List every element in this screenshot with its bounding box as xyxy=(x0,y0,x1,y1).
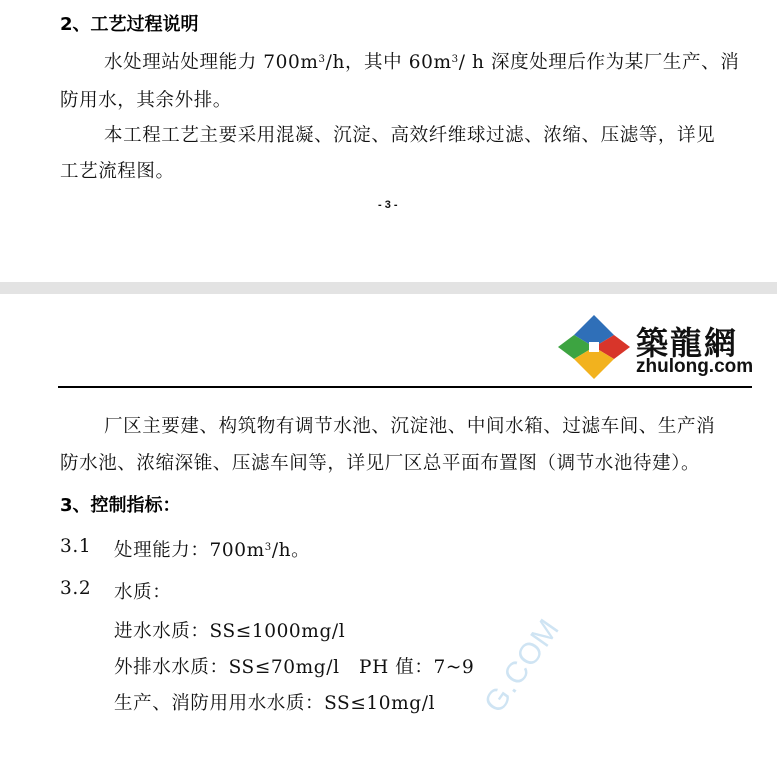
section3-heading: 3、控制指标： xyxy=(60,495,181,516)
item-3-1-number: 3.1 xyxy=(60,536,92,557)
text-run: /h。 xyxy=(271,540,311,561)
header-rule xyxy=(58,386,752,388)
quality-effluent: 外排水水质：SS≤70mg/l PH 值：7~9 xyxy=(114,657,475,678)
logo-english-text: zhulong.com xyxy=(636,356,754,377)
zhulong-logo-icon xyxy=(556,313,632,381)
section2-paragraph2-line1: 本工程工艺主要采用混凝、沉淀、高效纤维球过滤、浓缩、压滤等，详见 xyxy=(104,125,716,146)
text-run: 处理能力：700m xyxy=(114,540,265,561)
text-run: /h，其中 60m xyxy=(325,52,452,73)
superscript: 3 xyxy=(318,53,326,65)
body-line1: 厂区主要建、构筑物有调节水池、沉淀池、中间水箱、过滤车间、生产消 xyxy=(104,416,716,437)
section2-paragraph2-line2: 工艺流程图。 xyxy=(60,161,175,182)
body-line2: 防水池、浓缩深锥、压滤车间等，详见厂区总平面布置图（调节水池待建）。 xyxy=(60,453,701,474)
text-run: 水处理站处理能力 700m xyxy=(104,52,319,73)
quality-reuse: 生产、消防用用水水质：SS≤10mg/l xyxy=(114,693,436,714)
section2-paragraph1-line2: 防用水，其余外排。 xyxy=(60,90,232,111)
watermark-text: G.COM xyxy=(478,612,567,719)
superscript: 3 xyxy=(264,541,272,553)
item-3-2-number: 3.2 xyxy=(60,578,92,599)
quality-influent: 进水水质：SS≤1000mg/l xyxy=(114,621,346,642)
logo-chinese-text: 築龍網 xyxy=(636,324,739,362)
section2-paragraph1-line1 xyxy=(104,48,739,74)
page-break xyxy=(0,282,777,294)
section2-heading: 2、工艺过程说明 xyxy=(60,14,199,35)
page-number: - 3 - xyxy=(378,199,398,211)
superscript: 3 xyxy=(451,53,459,65)
item-3-2-text: 水质： xyxy=(114,582,172,603)
text-run: / h 深度处理后作为某厂生产、消 xyxy=(458,52,740,73)
item-3-1-text xyxy=(114,536,310,562)
